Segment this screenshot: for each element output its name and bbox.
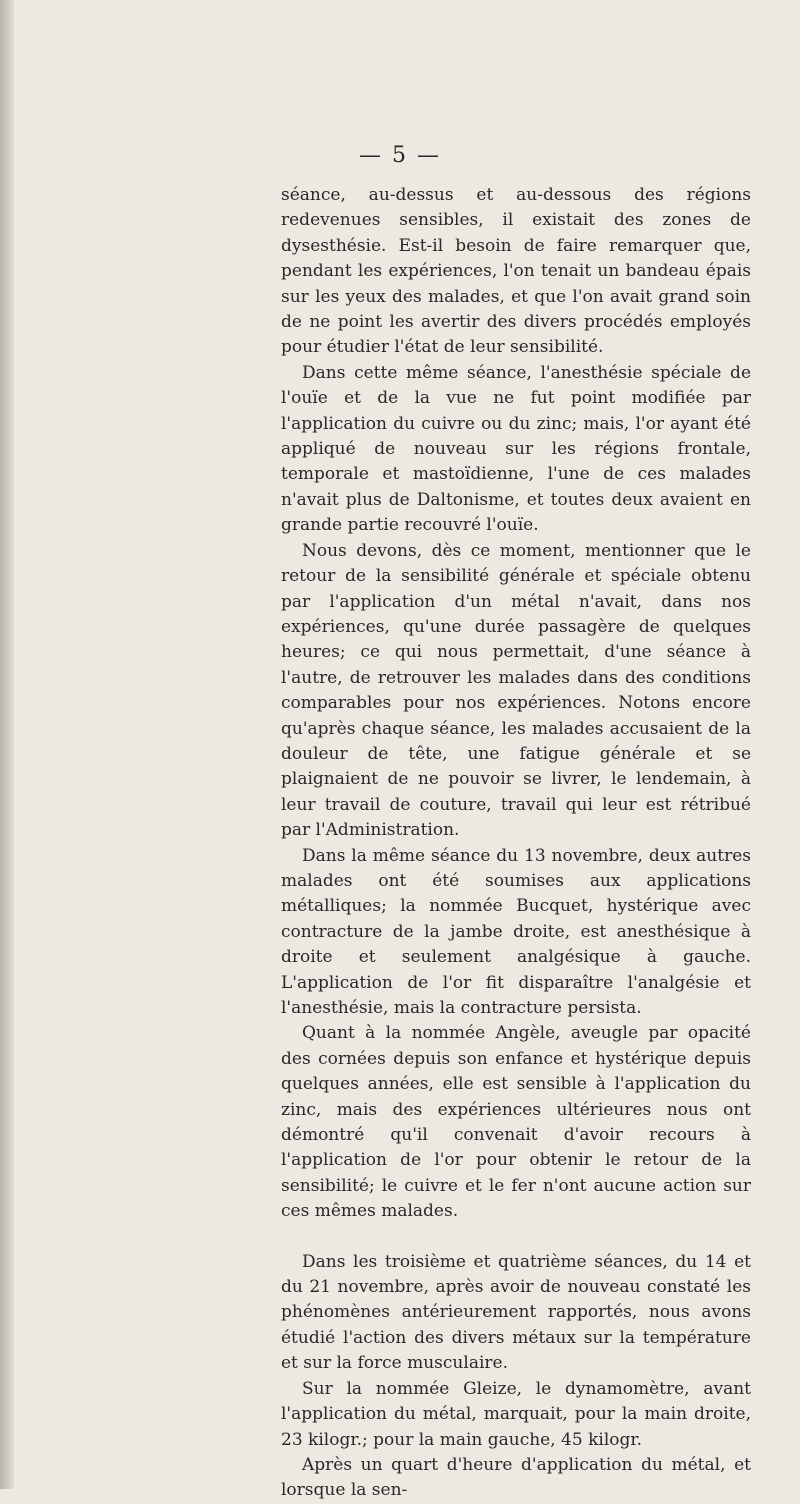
paragraph: Dans les troisième et quatrième séances, du 14 et du 21 novembre, après avoir de nouveau constaté les phénomènes antérieurement rapportés, nous avons étudié l'action des divers métaux sur la température et sur la force musculaire. [281, 1251, 751, 1374]
paragraph: Quant à la nommée Angèle, aveugle par opacité des cornées depuis son enfance et hystérique depuis quelques années, elle est sensible à l'application du zinc, mais des expériences ultérieures nous ont démontré qu'il convenait d'avoir recours à l'application de l'or pour obtenir le retour de la sensibilité; le cuivre et le fer n'ont aucune action sur ces mêmes malades. [281, 1023, 751, 1222]
paragraph: Nous devons, dès ce moment, mentionner que le retour de la sensibilité générale et spéciale obtenu par l'application d'un métal n'avait, dans nos expériences, qu'une durée passagère de quelques heures; ce qui nous permettait, d'une séance à l'autre, de retrouver les malades dans des conditions comparables pour nos expériences. Notons encore qu'après chaque séance, les malades accusaient de la douleur de tête, une fatigue générale et se plaignaient de ne pouvoir se livrer, le lendemain, à leur travail de couture, travail qui leur est rétribué par l'Administration. [281, 540, 751, 841]
paragraph: séance, au-dessus et au-dessous des régions redevenues sensibles, il existait des zones de dysesthésie. Est-il besoin de faire remarquer que, pendant les expériences, l'on tenait un bandeau épais sur les yeux des malades, et que l'on avait grand soin de ne point les avertir des divers procédés employés pour étudier l'état de leur sensibilité. [281, 185, 751, 358]
paragraph: Dans cette même séance, l'anesthésie spéciale de l'ouïe et de la vue ne fut point modifiée par l'application du cuivre ou du zinc; mais, l'or ayant été appliqué de nouveau sur les régions frontale, temporale et mastoïdienne, l'une de ces malades n'avait plus de Daltonisme, et toutes deux avaient en grande partie recouvré l'ouïe. [281, 362, 751, 536]
body-text [281, 183, 751, 1504]
page-number: — 5 — [359, 143, 441, 168]
paragraph: Dans la même séance du 13 novembre, deux autres malades ont été soumises aux applications métalliques; la nommée Bucquet, hystérique avec contracture de la jambe droite, est anesthésique à droite et seulement analgésique à gauche. L'application de l'or fit disparaître l'analgésie et l'anesthésie, mais la contracture persista. [281, 845, 751, 1018]
paragraph: Sur la nommée Gleize, le dynamomètre, avant l'application du métal, marquait, pour la main droite, 23 kilogr.; pour la main gauche, 45 kilogr. [281, 1378, 751, 1450]
paragraph: Après un quart d'heure d'application du métal, et lorsque la sen- [281, 1454, 751, 1501]
